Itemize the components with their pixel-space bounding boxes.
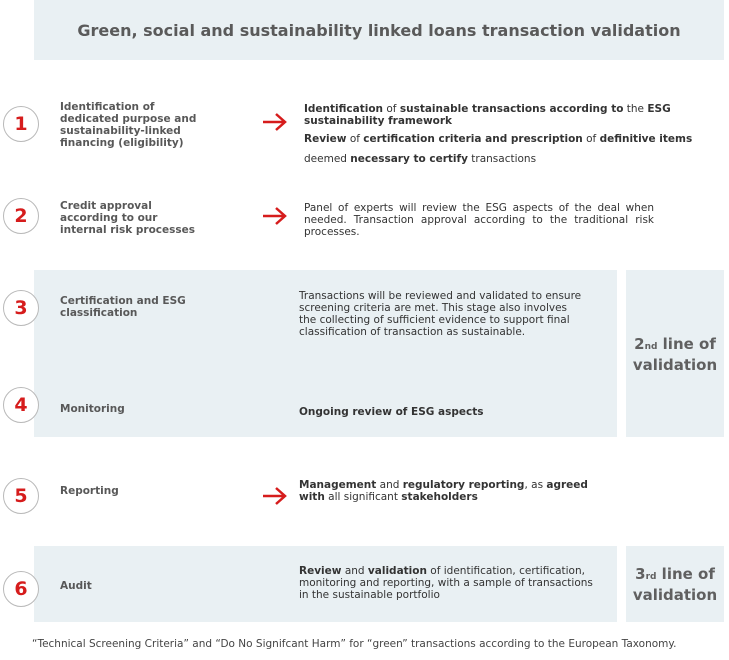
validation-text: validation xyxy=(632,356,718,374)
desc-line xyxy=(304,153,724,165)
step-label: Audit xyxy=(60,580,92,592)
step-number-circle xyxy=(3,478,39,514)
desc-line xyxy=(304,202,654,238)
step-label: Credit approval according to our internal risk processes xyxy=(60,200,195,236)
step-number: 2 xyxy=(14,204,28,227)
footnote: “Technical Screening Criteria” and “Do No Signifcant Harm” for “green” transactions according to the European Taxonomy. xyxy=(32,638,677,650)
step-number: 4 xyxy=(14,393,28,416)
emphasis-text: Identification xyxy=(304,103,384,115)
emphasis-text: necessary to certify xyxy=(350,153,468,165)
second-line-of-validation xyxy=(626,335,724,374)
step-number-circle xyxy=(3,290,39,326)
step-description xyxy=(304,103,724,165)
ordinal-number: 2 xyxy=(634,335,645,353)
step-number-circle xyxy=(3,198,39,234)
emphasis-text: definitive items xyxy=(599,133,693,145)
description-text: of xyxy=(582,133,600,145)
step-label: Identification of dedicated purpose and sustainability-linked financing (eligibility) xyxy=(60,101,197,149)
step-description xyxy=(299,290,584,338)
description-text: the xyxy=(623,103,648,115)
arrow-right-icon xyxy=(262,112,288,132)
desc-line xyxy=(299,290,584,338)
step-description xyxy=(299,565,599,601)
description-text: , as xyxy=(524,479,547,491)
description-text: Panel of experts will review the ESG aspects of the deal when needed. Transaction approval according to the traditional risk processes. xyxy=(304,202,654,238)
step-label: Certification and ESG classification xyxy=(60,295,186,319)
description-text: of xyxy=(346,133,364,145)
desc-line xyxy=(299,406,584,418)
ordinal-suffix: nd xyxy=(644,342,658,352)
emphasis-text: stakeholders xyxy=(401,491,478,503)
desc-line xyxy=(304,103,724,127)
emphasis-text: agreed with xyxy=(299,479,588,503)
desc-line xyxy=(299,565,599,601)
emphasis-text: ESG sustainability framework xyxy=(304,103,671,127)
emphasis-text: certification criteria and prescription xyxy=(363,133,583,145)
arrow-right-icon xyxy=(262,486,288,506)
description-text: of xyxy=(383,103,400,115)
step-number: 6 xyxy=(14,577,28,600)
step-number: 1 xyxy=(14,112,28,135)
third-line-of-validation xyxy=(626,565,724,604)
title-banner xyxy=(34,0,724,60)
step-label: Monitoring xyxy=(60,403,125,415)
emphasis-text: Ongoing review of ESG aspects xyxy=(299,406,484,418)
step-description xyxy=(299,406,584,418)
validation-text: validation xyxy=(632,586,718,604)
ordinal-suffix: rd xyxy=(645,572,657,582)
emphasis-text: Management xyxy=(299,479,377,491)
step-description xyxy=(304,202,654,238)
emphasis-text: sustainable transactions according to xyxy=(399,103,624,115)
line-of-text: line of xyxy=(656,565,715,583)
emphasis-text: validation xyxy=(367,565,427,577)
desc-line xyxy=(304,133,724,151)
description-text: and xyxy=(341,565,368,577)
line-of-text: line of xyxy=(657,335,716,353)
ordinal-number: 3 xyxy=(635,565,646,583)
desc-line xyxy=(299,479,589,503)
step-description xyxy=(299,479,589,503)
step-number-circle xyxy=(3,571,39,607)
description-text: deemed xyxy=(304,153,351,165)
step-number-circle xyxy=(3,387,39,423)
description-text: and xyxy=(376,479,403,491)
arrow-right-icon xyxy=(262,206,288,226)
page-title: Green, social and sustainability linked loans transaction validation xyxy=(77,20,681,40)
emphasis-text: Review xyxy=(299,565,342,577)
description-text: Transactions will be reviewed and validated to ensure screening criteria are met. This stage also involves the collecting of sufficient evidence to support final classification of transaction as sustainable. xyxy=(299,290,582,338)
step-label: Reporting xyxy=(60,485,119,497)
step-number: 5 xyxy=(14,484,28,507)
description-text: transactions xyxy=(467,153,537,165)
step-number: 3 xyxy=(14,296,28,319)
emphasis-text: Review xyxy=(304,133,347,145)
description-text: all significant xyxy=(324,491,402,503)
description-text: of identification, certification, monitoring and reporting, with a sample of transactions in the sustainable portfolio xyxy=(299,565,593,601)
emphasis-text: regulatory reporting xyxy=(402,479,525,491)
step-number-circle xyxy=(3,106,39,142)
